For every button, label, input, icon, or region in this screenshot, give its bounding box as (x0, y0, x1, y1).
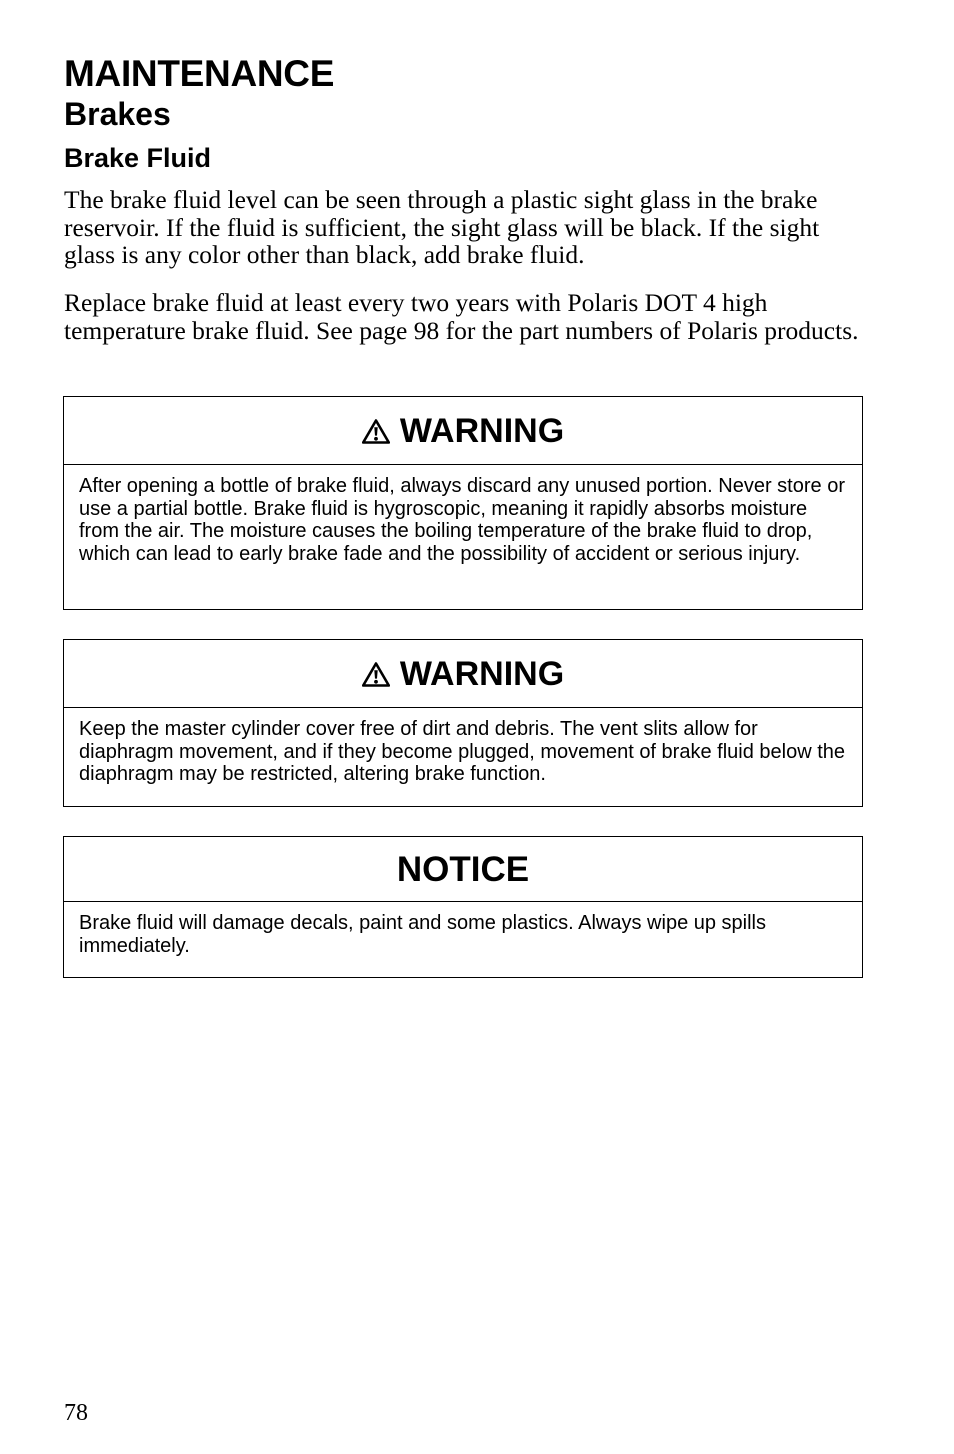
warning-box-partial-bottle (63, 396, 863, 610)
notice-title: NOTICE (396, 849, 530, 889)
warning-title: WARNING (399, 411, 565, 450)
warning-header (64, 640, 862, 708)
notice-text: Brake fluid will damage decals, paint and some plastics. Always wipe up spills immediately. (79, 912, 767, 957)
warning-triangle-icon (362, 662, 390, 687)
warning-triangle-icon (362, 419, 390, 444)
warning-box-master-cylinder (63, 639, 863, 807)
section-title: Brakes (64, 96, 171, 132)
body-paragraph-replace-fluid: Replace brake fluid at least every two years with Polaris DOT 4 high temperature brake fluid. See page 98 for the part numbers of Polaris products. (64, 288, 859, 345)
warning-title: WARNING (399, 654, 565, 693)
warning-text: After opening a bottle of brake fluid, always discard any unused portion. Never store or use a partial bottle. Brake fluid is hygroscopic, meaning it rapidly absorbs moisture from the air. The moisture causes the boiling temperature of the brake fluid to drop, which can lead to early brake fade and the possibility of accident or serious injury. (79, 475, 845, 566)
notice-header (64, 837, 862, 902)
body-paragraph-sight-glass: The brake fluid level can be seen through a plastic sight glass in the brake reservoir. If the fluid is sufficient, the sight glass will be black. If the sight glass is any color other than black, add brake fluid. (64, 185, 820, 269)
page-number: 78 (64, 1400, 88, 1426)
subsection-title: Brake Fluid (64, 143, 212, 173)
notice-box-decals (63, 836, 863, 978)
warning-header (64, 397, 862, 465)
warning-text: Keep the master cylinder cover free of dirt and debris. The vent slits allow for diaphragm movement, and if they become plugged, movement of brake fluid below the diaphragm may be restricted, altering brake function. (79, 718, 845, 786)
chapter-title: MAINTENANCE (64, 53, 335, 94)
